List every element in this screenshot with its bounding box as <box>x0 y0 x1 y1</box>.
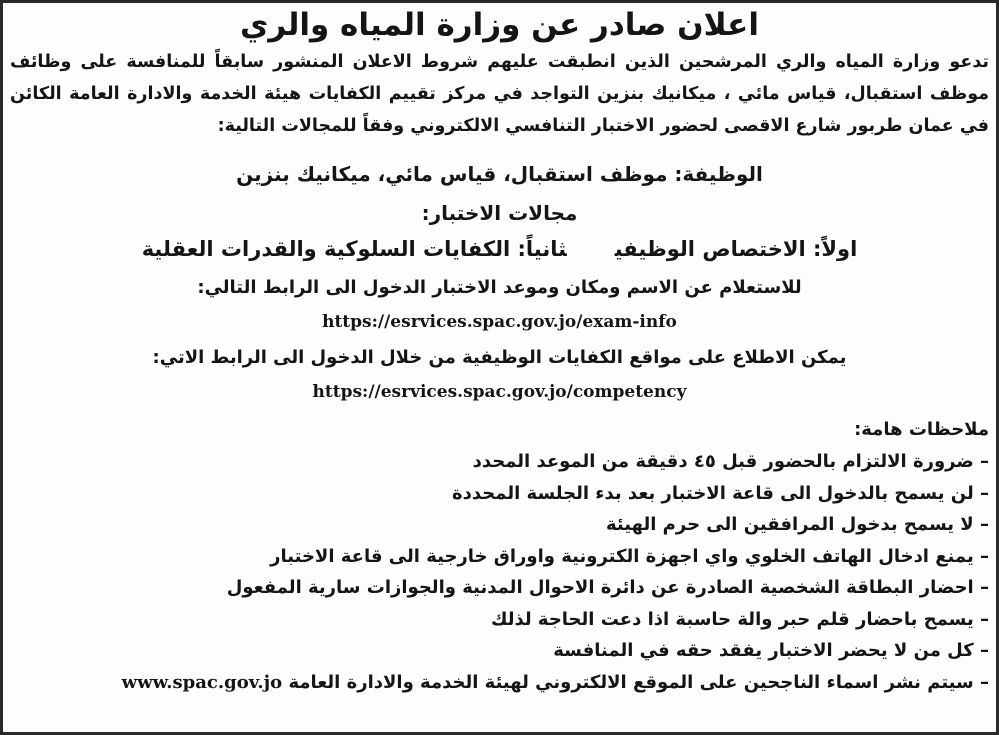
note-item: – احضار البطاقة الشخصية الصادرة عن دائرة الاحوال المدنية والجوازات سارية المفعول <box>10 572 989 604</box>
domain-second: ثانياً: الكفايات السلوكية والقدرات العقلية <box>141 237 567 261</box>
notes-heading: ملاحظات هامة: <box>854 419 989 440</box>
job-title-line: الوظيفة: موظف استقبال، قياس مائي، ميكانيك بنزين <box>236 162 763 186</box>
notes-list <box>10 446 989 698</box>
note-item-last <box>10 667 989 699</box>
announcement-title: اعلان صادر عن وزارة المياه والري <box>240 7 759 43</box>
intro-paragraph: تدعو وزارة المياه والري المرشحين الذين انطبقت عليهم شروط الاعلان المنشور سابقاً للمنافسة على وظائف موظف استقبال، قياس مائي ، ميكانيك بنزين التواجد في مركز تقييم الكفايات هيئة الخدمة والادارة العامة الكائن في عمان طربور شارع الاقصى لحضور الاختبار التنافسي الالكتروني وفقاً للمجالات التالية: <box>10 52 989 136</box>
note-item: – كل من لا يحضر الاختبار يفقد حقه في المنافسة <box>10 635 989 667</box>
note-item: – يمنع ادخال الهاتف الخلوي واي اجهزة الكترونية واوراق خارجية الى قاعة الاختبار <box>10 541 989 573</box>
competency-text: يمكن الاطلاع على مواقع الكفايات الوظيفية من خلال الدخول الى الرابط الاتي: <box>152 347 847 368</box>
domain-first: اولاً: الاختصاص الوظيفي <box>614 237 858 261</box>
last-note-text: سيتم نشر اسماء الناجحين على الموقع الالكتروني لهيئة الخدمة والادارة العامة <box>288 671 974 693</box>
note-item: – لا يسمح بدخول المرافقين الى حرم الهيئة <box>10 509 989 541</box>
inquiry-text: للاستعلام عن الاسم ومكان وموعد الاختبار الدخول الى الرابط التالي: <box>197 277 802 298</box>
exam-info-link[interactable]: https://esrvices.spac.gov.jo/exam-info <box>322 312 677 332</box>
note-item: – ضرورة الالتزام بالحضور قبل ٤٥ دقيقة من الموعد المحدد <box>10 446 989 478</box>
note-item: – لن يسمح بالدخول الى قاعة الاختبار بعد بدء الجلسة المحددة <box>10 478 989 510</box>
test-fields-heading: مجالات الاختبار: <box>421 201 578 225</box>
test-domains <box>0 232 999 266</box>
competency-link[interactable]: https://esrvices.spac.gov.jo/competency <box>312 382 687 402</box>
website-link[interactable]: www.spac.gov.jo <box>121 671 283 693</box>
note-item: – يسمح باحضار قلم حبر والة حاسبة اذا دعت الحاجة لذلك <box>10 604 989 636</box>
